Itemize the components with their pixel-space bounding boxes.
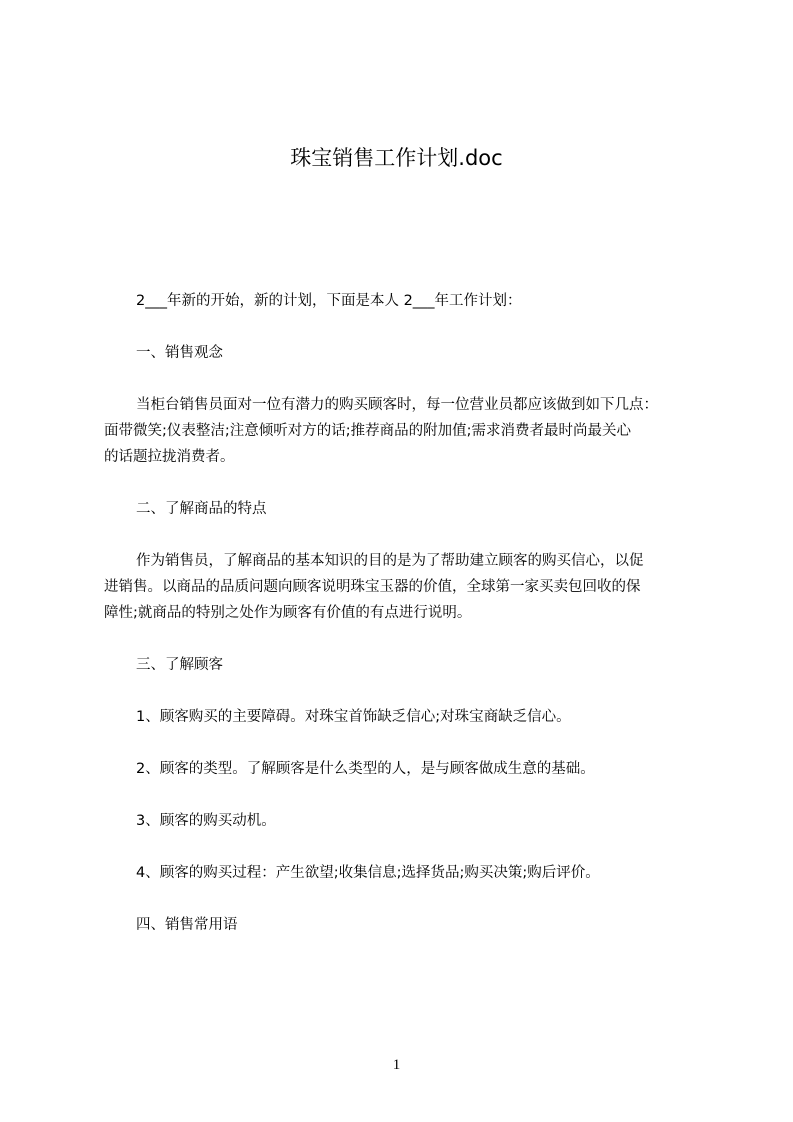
paragraph-product-features — [104, 548, 704, 626]
document-body — [104, 288, 704, 938]
paragraph-line: 作为销售员，了解商品的基本知识的目的是为了帮助建立顾客的购买信心，以促 — [136, 553, 644, 569]
list-item: 1、顾客购买的主要障碍。对珠宝首饰缺乏信心;对珠宝商缺乏信心。 — [136, 709, 571, 725]
section-heading-sales-concept: 一、销售观念 — [136, 345, 223, 361]
paragraph-sales-concept — [104, 392, 704, 470]
section-heading-sales-phrases: 四、销售常用语 — [136, 917, 238, 933]
paragraph-line: 的话题拉拢消费者。 — [104, 449, 235, 465]
list-item: 4、顾客的购买过程：产生欲望;收集信息;选择货品;购买决策;购后评价。 — [136, 865, 600, 881]
intro-paragraph: 2___年新的开始，新的计划，下面是本人 2___年工作计划： — [136, 293, 522, 309]
page-number: 1 — [392, 1057, 401, 1073]
paragraph-line: 面带微笑;仪表整洁;注意倾听对方的话;推荐商品的附加值;需求消费者最时尚最关心 — [104, 423, 632, 439]
section-heading-know-customers: 三、了解顾客 — [136, 657, 223, 673]
list-item: 2、顾客的类型。了解顾客是什么类型的人，是与顾客做成生意的基础。 — [136, 761, 595, 777]
section-heading-product-features: 二、了解商品的特点 — [136, 501, 267, 517]
paragraph-line: 进销售。以商品的品质问题向顾客说明珠宝玉器的价值，全球第一家买卖包回收的保 — [104, 579, 641, 595]
document-title: 珠宝销售工作计划.doc — [290, 146, 503, 170]
paragraph-line: 当柜台销售员面对一位有潜力的购买顾客时，每一位营业员都应该做到如下几点： — [136, 397, 658, 413]
list-item: 3、顾客的购买动机。 — [136, 813, 276, 829]
paragraph-line: 障性;就商品的特别之处作为顾客有价值的有点进行说明。 — [104, 605, 472, 621]
